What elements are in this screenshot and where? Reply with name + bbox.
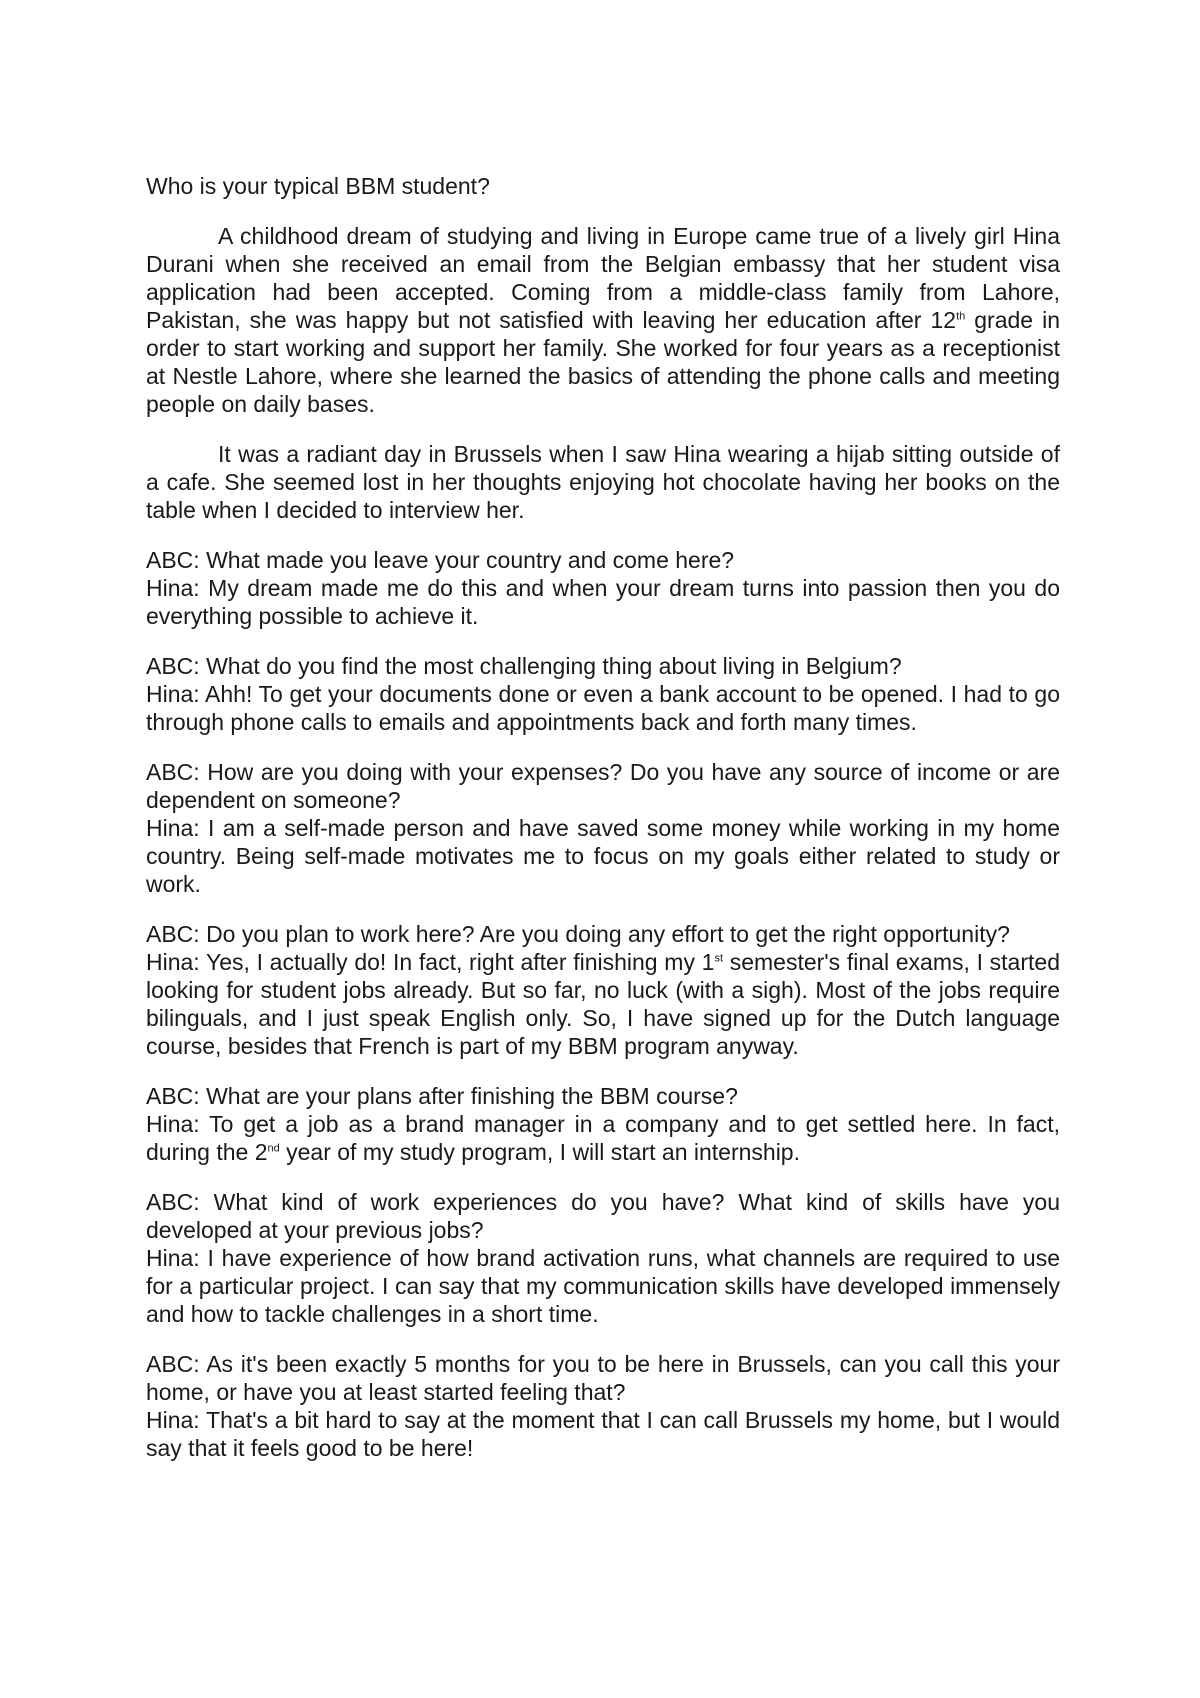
interview-answer-text-b: semester's final exams, I started looking for student jobs already. But so far, no luck (with a sigh). Most of the jobs require bilinguals, and I just speak English only. So, I have signed up for the Dutch language course, besides that French is part of my BBM program anyway. (146, 949, 1060, 1059)
interview-question: ABC: How are you doing with your expenses? Do you have any source of income or are dependent on someone? (146, 759, 1060, 813)
qa-block-5 (146, 1082, 1060, 1166)
ordinal-suffix: nd (267, 1142, 280, 1155)
interview-question: ABC: What do you find the most challenging thing about living in Belgium? (146, 653, 902, 679)
interview-answer (146, 948, 1060, 1060)
interview-answer-text-a: Hina: Yes, I actually do! In fact, right after finishing my 1 (146, 949, 715, 975)
ordinal-suffix: th (956, 310, 966, 323)
qa-block-1 (146, 546, 1060, 630)
qa-block-2 (146, 652, 1060, 736)
intro-paragraph-2: It was a radiant day in Brussels when I saw Hina wearing a hijab sitting outside of a cafe. She seemed lost in her thoughts enjoying hot chocolate having her books on the table when I decided to interview her. (146, 441, 1060, 523)
intro-paragraph-1-text-b: grade in order to start working and support her family. She worked for four years as a receptionist at Nestle Lahore, where she learned the basics of attending the phone calls and meeting people on daily bases. (146, 307, 1060, 417)
document-page (146, 172, 1060, 1484)
qa-block-7 (146, 1350, 1060, 1462)
qa-block-6 (146, 1188, 1060, 1328)
interview-question: ABC: What made you leave your country and come here? (146, 547, 735, 573)
interview-question: ABC: Do you plan to work here? Are you doing any effort to get the right opportunity? (146, 921, 1010, 947)
interview-answer: Hina: My dream made me do this and when your dream turns into passion then you do everything possible to achieve it. (146, 575, 1060, 629)
interview-answer: Hina: I have experience of how brand activation runs, what channels are required to use for a particular project. I can say that my communication skills have developed immensely and how to tackle challenges in a short time. (146, 1245, 1060, 1327)
interview-question: ABC: What kind of work experiences do you have? What kind of skills have you developed at your previous jobs? (146, 1189, 1060, 1243)
interview-answer-text-b: year of my study program, I will start an internship. (279, 1139, 800, 1165)
ordinal-suffix: st (714, 952, 723, 965)
interview-answer-text-a: Hina: To get a job as a brand manager in a company and to get settled here. In fact, during the 2 (146, 1111, 1060, 1165)
intro-paragraph-1 (146, 222, 1060, 418)
qa-block-3 (146, 758, 1060, 898)
interview-answer: Hina: I am a self-made person and have saved some money while working in my home country. Being self-made motivates me to focus on my goals either related to study or work. (146, 815, 1060, 897)
interview-answer: Hina: Ahh! To get your documents done or even a bank account to be opened. I had to go through phone calls to emails and appointments back and forth many times. (146, 681, 1060, 735)
interview-question: ABC: As it's been exactly 5 months for you to be here in Brussels, can you call this your home, or have you at least started feeling that? (146, 1351, 1060, 1405)
qa-block-4 (146, 920, 1060, 1060)
interview-question: ABC: What are your plans after finishing the BBM course? (146, 1083, 738, 1109)
interview-answer (146, 1110, 1060, 1166)
interview-answer: Hina: That's a bit hard to say at the moment that I can call Brussels my home, but I would say that it feels good to be here! (146, 1407, 1060, 1461)
intro-paragraph-1-text-a: A childhood dream of studying and living in Europe came true of a lively girl Hina Durani when she received an email from the Belgian embassy that her student visa application had been accepted. Coming from a middle-class family from Lahore, Pakistan, she was happy but not satisfied with leaving her education after 12 (146, 223, 1060, 333)
document-title: Who is your typical BBM student? (146, 173, 490, 199)
